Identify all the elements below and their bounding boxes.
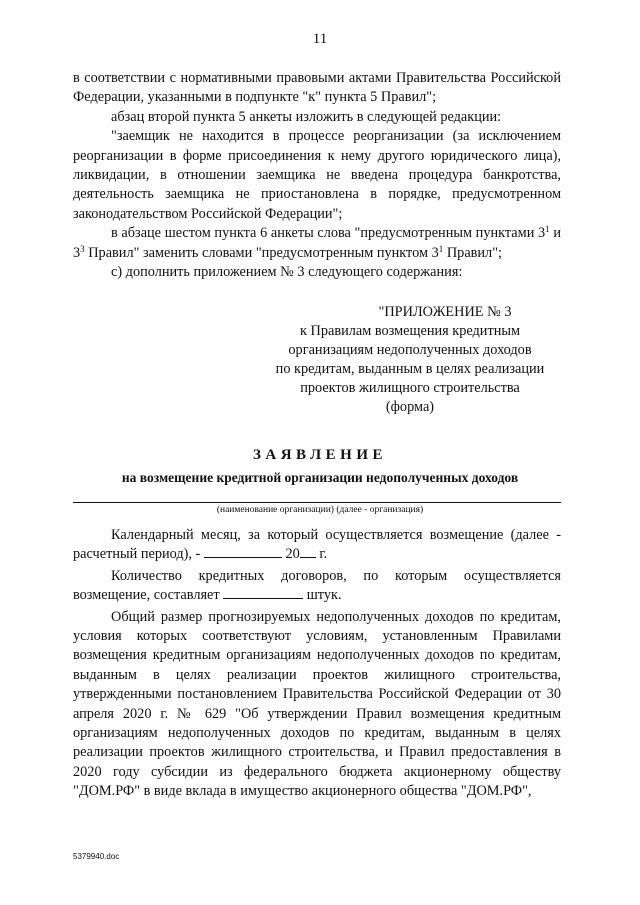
statement-subtitle: на возмещение кредитной организации недополученных доходов <box>121 470 519 485</box>
paragraph-2: абзац второй пункта 5 анкеты изложить в следующей редакции: <box>111 108 502 125</box>
statement-form-text <box>73 526 561 802</box>
paragraph-1: в соответствии с нормативными правовыми актами Правительства Российской Федерации, указанными в подпункте "к" пункта 5 Правил"; <box>73 70 561 106</box>
period-year-suffix: г. <box>319 546 328 563</box>
paragraph-3: "заемщик не находится в процессе реорганизации (за исключением реорганизации в форме присоединения к нему другого юридического лица), ликвидации, в отношении заемщика не введена процедура банкротства, деятельность заемщика не приостановлена в порядке, предусмотренном законодательством Российской Федерации"; <box>73 128 561 222</box>
organization-name-caption: (наименование организации) (далее - организация) <box>216 505 424 515</box>
amendment-text <box>73 69 561 282</box>
appendix-title: "ПРИЛОЖЕНИЕ № 3 <box>378 304 512 320</box>
organization-name-line <box>73 502 561 503</box>
paragraph-4-part-d: Правил"; <box>443 244 503 261</box>
paragraph-4-sup-2: 3 <box>80 243 85 254</box>
appendix-line-2: организациям недополученных доходов <box>288 342 532 358</box>
paragraph-5: с) дополнить приложением № 3 следующего содержания: <box>111 264 463 281</box>
paragraph-4-part-c: Правил" заменить словами "предусмотренным пунктом 3 <box>84 244 439 261</box>
appendix-form-label: (форма) <box>385 399 435 415</box>
form-paragraph-total: Общий размер прогнозируемых недополученных доходов по кредитам, условия которых соответствуют условиям, установленным Правилами возмещения кредитным организациям недополученных доходов по кредитам, выданным в целях реализации проектов жилищного строительства, утвержденными постановлением Правительства Российской Федерации от 30 апреля 2020 г. № 629 "Об утверждении Правил возмещения кредитным организациям недополученных доходов по кредитам, выданным в целях реализации проектов жилищного строительства, и Правил предоставления в 2020 году субсидии из федерального бюджета акционерному обществу "ДОМ.РФ" в виде вклада в имущество акционерного общества "ДОМ.РФ", <box>73 608 561 800</box>
period-text: Календарный месяц, за который осуществляется возмещение (далее - расчетный период), - <box>73 527 561 563</box>
form-paragraph-period <box>73 526 561 565</box>
paragraph-4-part-a: в абзаце шестом пункта 6 анкеты слова "предусмотренным пунктами 3 <box>111 225 546 242</box>
count-unit: штук. <box>306 587 342 604</box>
statement-title: ЗАЯВЛЕНИЕ <box>252 447 388 463</box>
appendix-heading <box>260 303 560 417</box>
period-year-blank <box>300 545 316 558</box>
count-text: Количество кредитных договоров, по которым осуществляется возмещение, составляет <box>73 567 561 604</box>
period-month-blank <box>204 545 282 558</box>
count-blank <box>223 586 303 599</box>
appendix-line-1: к Правилам возмещения кредитным <box>299 323 521 339</box>
document-code: 5379940.doc <box>73 852 120 861</box>
appendix-line-4: проектов жилищного строительства <box>300 380 520 396</box>
page-number: 11 <box>312 31 328 47</box>
form-paragraph-count <box>73 567 561 606</box>
paragraph-4 <box>73 224 561 263</box>
paragraph-4-part-b: и 3 <box>73 225 561 261</box>
period-year-prefix: 20 <box>285 546 300 563</box>
appendix-line-3: по кредитам, выданным в целях реализации <box>275 361 545 377</box>
paragraph-4-sup-1: 1 <box>545 224 550 235</box>
paragraph-4-sup-3: 1 <box>438 243 444 254</box>
